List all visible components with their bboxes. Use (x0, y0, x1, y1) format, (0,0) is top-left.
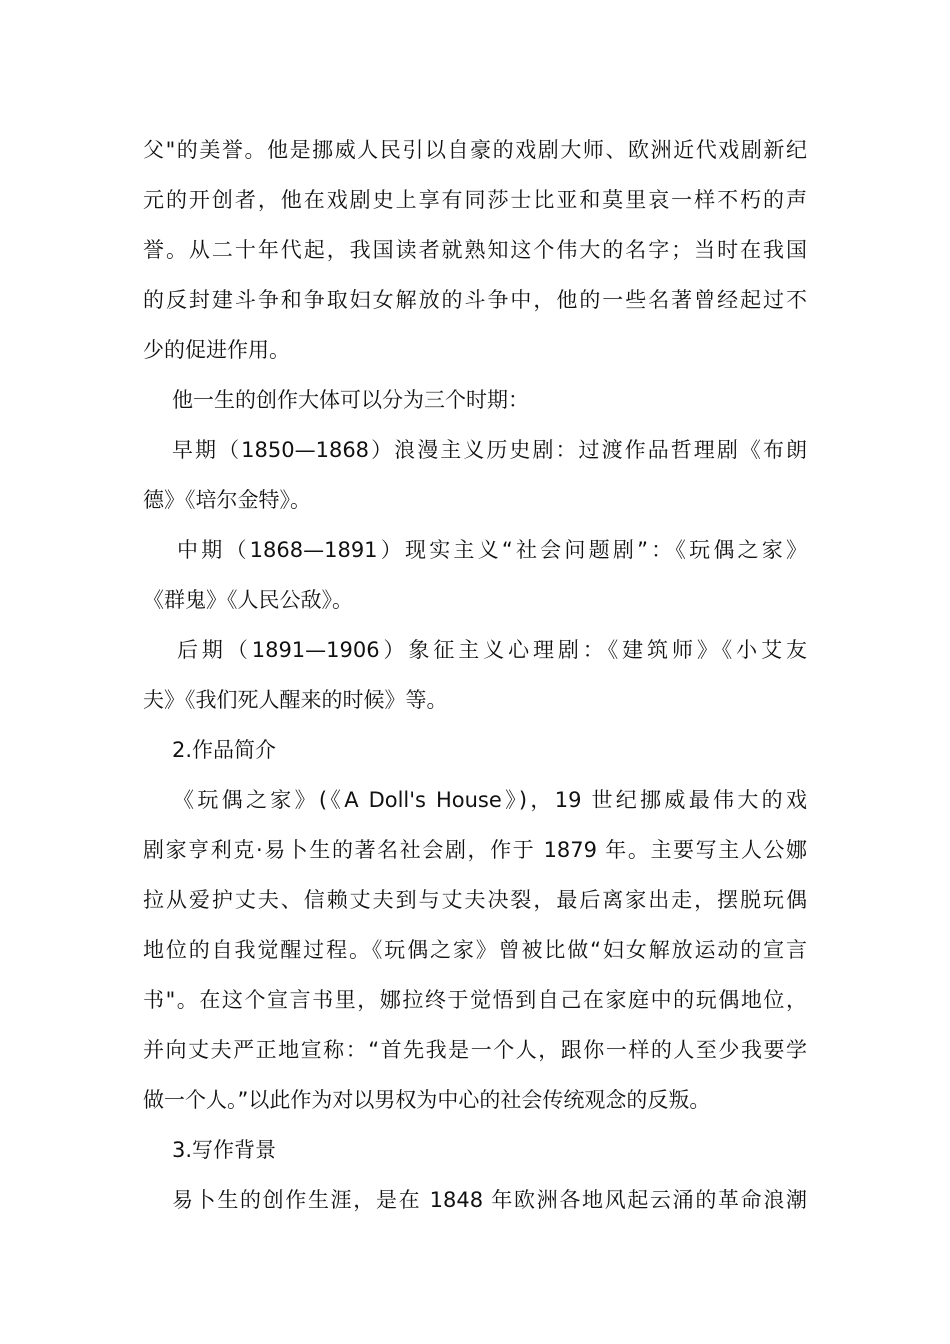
paragraph-late-period (143, 625, 807, 725)
text-line: 《玩偶之家》(《A Doll's House》)，19 世纪挪威最伟大的戏 (173, 788, 807, 812)
text-line: 拉从爱护丈夫、信赖丈夫到与丈夫决裂，最后离家出走，摆脱玩偶 (143, 888, 807, 912)
text-line: 地位的自我觉醒过程。《玩偶之家》曾被比做“妇女解放运动的宣言 (143, 938, 807, 962)
text-line: 剧家亨利克·易卜生的著名社会剧，作于 1879 年。主要写主人公娜 (143, 838, 807, 862)
text-line: 的反封建斗争和争取妇女解放的斗争中，他的一些名著曾经起过不 (143, 288, 807, 312)
text-line: 做一个人。”以此作为对以男权为中心的社会传统观念的反叛。 (143, 1088, 711, 1112)
text-line: 少的促进作用。 (143, 338, 290, 362)
paragraph-early-period (143, 425, 807, 525)
text-line: 誉。从二十年代起，我国读者就熟知这个伟大的名字；当时在我国 (143, 238, 807, 262)
text-line: 中期（1868—1891）现实主义“社会问题剧”：《玩偶之家》 (177, 538, 807, 562)
section-heading: 3.写作背景 (172, 1138, 277, 1162)
paragraph-middle-period (143, 525, 807, 625)
paragraph-writing-background (143, 1175, 807, 1225)
text-line: 《群鬼》《人民公敌》。 (143, 588, 353, 612)
text-line: 并向丈夫严正地宣称：“首先我是一个人，跟你一样的人至少我要学 (143, 1038, 807, 1062)
section-heading: 2.作品简介 (172, 738, 277, 762)
text-line: 父"的美誉。他是挪威人民引以自豪的戏剧大师、欧洲近代戏剧新纪 (143, 138, 807, 162)
text-line: 他一生的创作大体可以分为三个时期： (172, 388, 529, 412)
text-line: 早期（1850—1868）浪漫主义历史剧：过渡作品哲理剧《布朗 (172, 438, 807, 462)
text-line: 元的开创者，他在戏剧史上享有同莎士比亚和莫里哀一样不朽的声 (143, 188, 807, 212)
text-line: 德》《培尔金特》。 (143, 488, 311, 512)
paragraph-creation-periods (143, 375, 807, 425)
paragraph-dolls-house-intro (143, 775, 807, 1125)
text-line: 后期（1891—1906）象征主义心理剧：《建筑师》《小艾友 (177, 638, 807, 662)
paragraph-ibsen-reputation (143, 125, 807, 375)
section-heading-background (143, 1125, 807, 1175)
document-body (143, 125, 807, 1225)
section-heading-work-intro (143, 725, 807, 775)
text-line: 书"。在这个宣言书里，娜拉终于觉悟到自己在家庭中的玩偶地位， (143, 988, 807, 1012)
text-line: 夫》《我们死人醒来的时候》等。 (143, 688, 448, 712)
text-line: 易卜生的创作生涯，是在 1848 年欧洲各地风起云涌的革命浪潮 (172, 1188, 807, 1212)
